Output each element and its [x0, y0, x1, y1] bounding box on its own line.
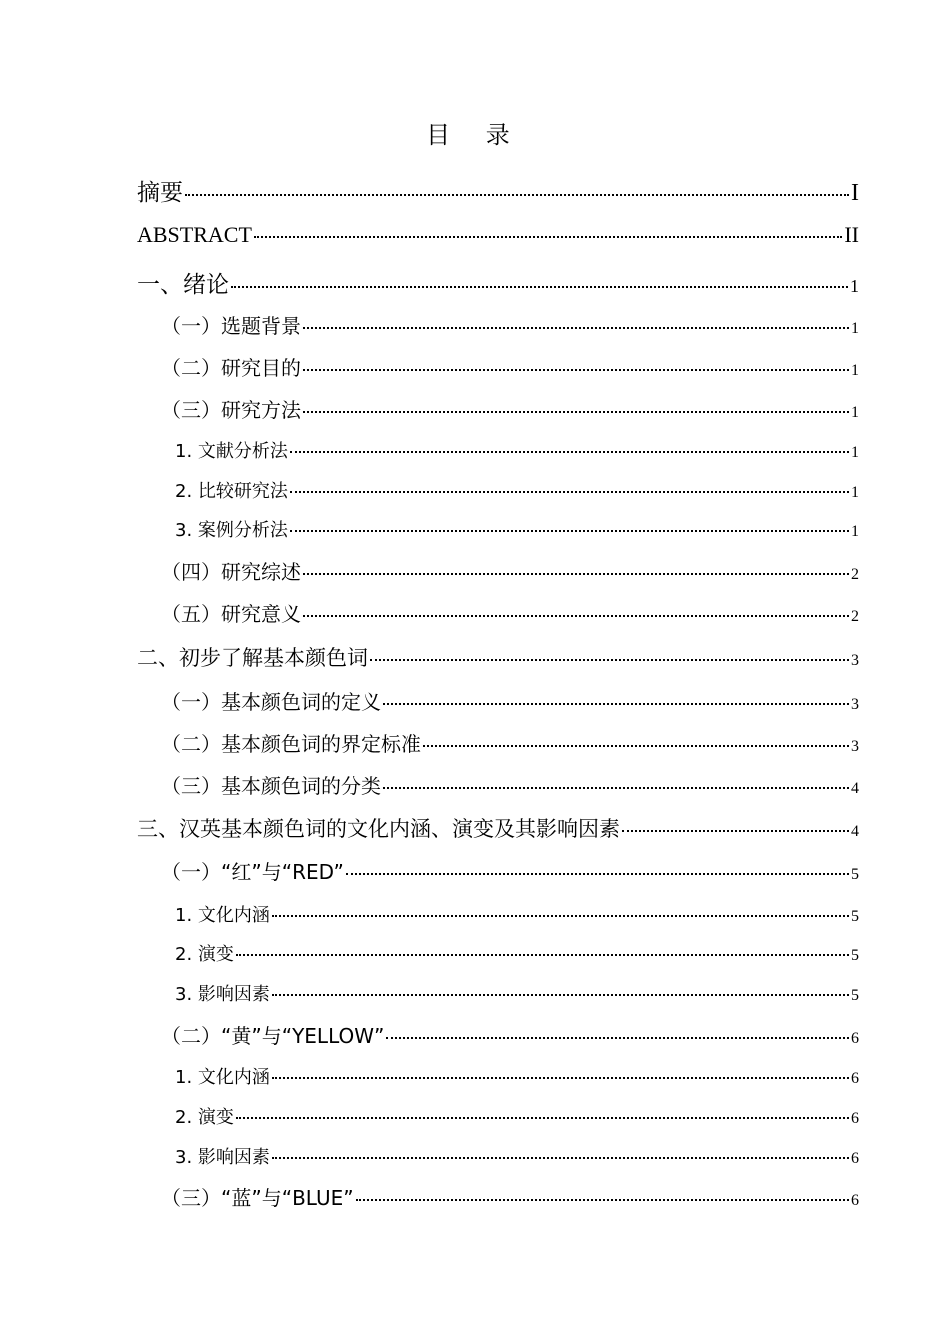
dot-leader — [303, 614, 849, 617]
toc-entry-chapter-3[interactable] — [137, 813, 859, 843]
dot-leader — [185, 193, 849, 196]
toc-entry-page: 6 — [851, 1150, 859, 1167]
toc-entry-page: 1 — [851, 444, 859, 461]
dot-leader — [346, 872, 849, 875]
toc-entry-page: 6 — [851, 1192, 859, 1209]
toc-entry-section[interactable] — [161, 728, 859, 757]
toc-entry-subsection[interactable] — [175, 901, 859, 927]
toc-entry-label: （三）“蓝”与“BLUE” — [161, 1186, 354, 1210]
toc-entry-label: 3. 影响因素 — [175, 1147, 270, 1168]
toc-entry-label: 2. 比较研究法 — [175, 481, 288, 502]
dot-leader — [370, 658, 849, 661]
toc-title: 目 录 — [426, 121, 524, 149]
toc-entry-page: 4 — [851, 780, 859, 797]
toc-entry-page: 5 — [851, 987, 859, 1004]
toc-entry-section[interactable] — [161, 1020, 859, 1049]
toc-entry-section[interactable] — [161, 856, 859, 885]
toc-entry-subsection[interactable] — [175, 477, 859, 503]
dot-leader — [272, 993, 849, 996]
toc-entry-page: 1 — [850, 276, 859, 296]
toc-entry-section[interactable] — [161, 394, 859, 423]
dot-leader — [386, 1036, 849, 1039]
toc-entry-subsection[interactable] — [175, 980, 859, 1006]
dot-leader — [423, 744, 849, 747]
toc-entry-page: 5 — [851, 908, 859, 925]
toc-entry-page: 3 — [851, 738, 859, 755]
toc-entry-section[interactable] — [161, 598, 859, 627]
toc-entry-label: 3. 影响因素 — [175, 984, 270, 1005]
toc-entry-label: 摘要 — [137, 180, 183, 206]
toc-entry-page: I — [851, 180, 859, 206]
dot-leader — [383, 786, 849, 789]
toc-entry-label: （四）研究综述 — [161, 560, 301, 584]
dot-leader — [356, 1198, 849, 1201]
toc-entry-label: （一）选题背景 — [161, 314, 301, 338]
toc-entry-section[interactable] — [161, 1182, 859, 1211]
toc-entry-label: ABSTRACT — [137, 222, 252, 247]
toc-entry-page: 2 — [851, 608, 859, 625]
toc-entry-section[interactable] — [161, 556, 859, 585]
toc-entry-page: 6 — [851, 1030, 859, 1047]
dot-leader — [303, 368, 849, 371]
toc-entry-section[interactable] — [161, 686, 859, 715]
toc-entry-label: 3. 案例分析法 — [175, 520, 288, 541]
toc-entry-page: 4 — [851, 823, 859, 840]
toc-entry-label: （二）基本颜色词的界定标准 — [161, 732, 421, 756]
toc-entry-page: 1 — [851, 404, 859, 421]
toc-entry-section[interactable] — [161, 352, 859, 381]
toc-entry-section[interactable] — [161, 310, 859, 339]
dot-leader — [272, 914, 849, 917]
dot-leader — [272, 1156, 849, 1159]
toc-entry-page: 6 — [851, 1070, 859, 1087]
toc-entry-label: 1. 文化内涵 — [175, 905, 270, 926]
dot-leader — [622, 829, 849, 832]
dot-leader — [272, 1076, 849, 1079]
dot-leader — [303, 410, 849, 413]
toc-entry-abstract-cn[interactable] — [137, 174, 859, 207]
toc-entry-label: （二）“黄”与“YELLOW” — [161, 1024, 385, 1048]
toc-entry-subsection[interactable] — [175, 437, 859, 463]
toc-entry-abstract-en[interactable] — [137, 222, 859, 248]
toc-entry-page: 1 — [851, 484, 859, 501]
toc-entry-subsection[interactable] — [175, 940, 859, 966]
toc-entry-label: 1. 文献分析法 — [175, 441, 288, 462]
toc-entry-section[interactable] — [161, 770, 859, 799]
toc-entry-label: 1. 文化内涵 — [175, 1067, 270, 1088]
toc-entry-label: 二、初步了解基本颜色词 — [137, 646, 368, 670]
toc-entry-label: （三）研究方法 — [161, 398, 301, 422]
toc-entry-label: （三）基本颜色词的分类 — [161, 774, 381, 798]
dot-leader — [290, 529, 849, 532]
toc-entry-subsection[interactable] — [175, 1143, 859, 1169]
toc-entry-page: 3 — [851, 696, 859, 713]
toc-entry-subsection[interactable] — [175, 1063, 859, 1089]
dot-leader — [236, 1116, 849, 1119]
dot-leader — [290, 450, 849, 453]
toc-entry-chapter-1[interactable] — [137, 266, 859, 299]
toc-entry-label: 三、汉英基本颜色词的文化内涵、演变及其影响因素 — [137, 817, 620, 841]
toc-entry-page: 3 — [851, 652, 859, 669]
dot-leader — [303, 572, 849, 575]
toc-entry-label: （一）“红”与“RED” — [161, 860, 344, 884]
dot-leader — [303, 326, 849, 329]
toc-entry-chapter-2[interactable] — [137, 642, 859, 672]
toc-entry-page: 1 — [851, 523, 859, 540]
toc-entry-label: （二）研究目的 — [161, 356, 301, 380]
dot-leader — [254, 235, 842, 238]
toc-entry-page: 1 — [851, 362, 859, 379]
toc-entry-page: 1 — [851, 320, 859, 337]
dot-leader — [231, 285, 848, 288]
dot-leader — [383, 702, 849, 705]
toc-entry-label: （五）研究意义 — [161, 602, 301, 626]
toc-entry-label: （一）基本颜色词的定义 — [161, 690, 381, 714]
toc-entry-subsection[interactable] — [175, 516, 859, 542]
toc-entry-label: 2. 演变 — [175, 1107, 234, 1128]
dot-leader — [290, 490, 849, 493]
toc-entry-subsection[interactable] — [175, 1103, 859, 1129]
toc-entry-label: 2. 演变 — [175, 944, 234, 965]
toc-entry-page: II — [844, 222, 859, 247]
toc-entry-label: 一、绪论 — [137, 272, 229, 298]
dot-leader — [236, 953, 849, 956]
toc-entry-page: 6 — [851, 1110, 859, 1127]
toc-entry-page: 2 — [851, 566, 859, 583]
toc-entry-page: 5 — [851, 866, 859, 883]
toc-entry-page: 5 — [851, 947, 859, 964]
